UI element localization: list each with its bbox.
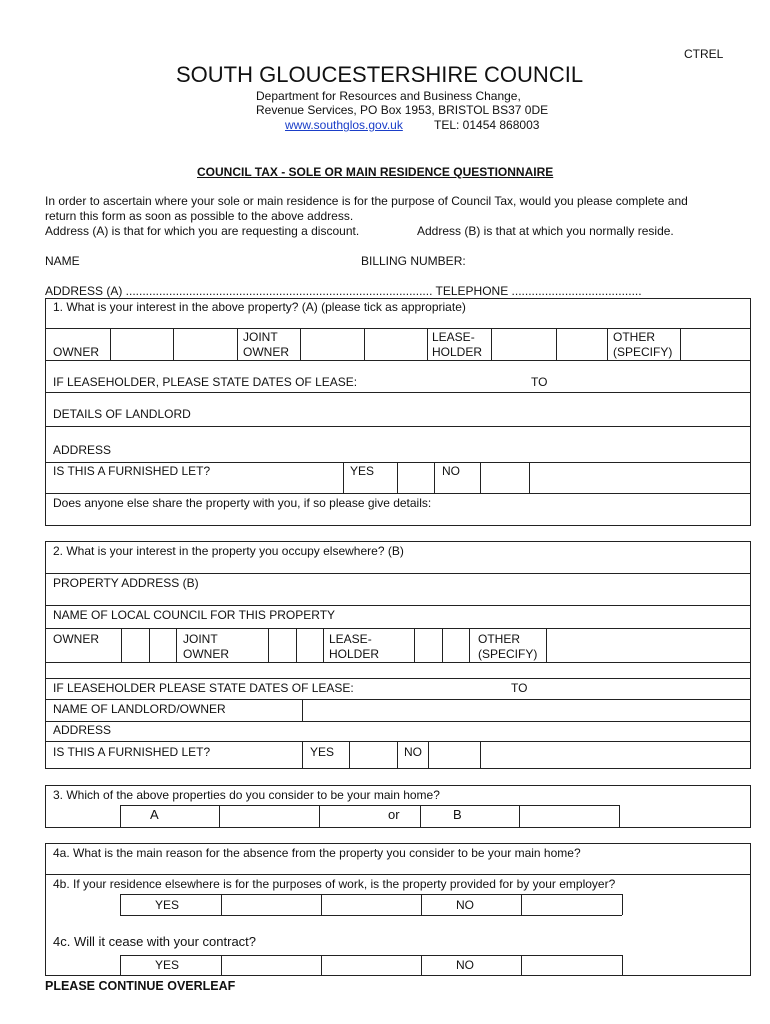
q2-joint-label: JOINT — [183, 632, 218, 646]
q4c-yes-label: YES — [155, 958, 180, 972]
q2-yes-label: YES — [310, 745, 335, 759]
website-link[interactable]: www.southglos.gov.uk — [285, 118, 403, 132]
q1-lease-dates[interactable]: IF LEASEHOLDER, PLEASE STATE DATES OF LEASE: — [53, 375, 358, 389]
q2-yes-tick-box[interactable] — [350, 742, 397, 769]
q2-lease-label: LEASE- — [329, 632, 372, 646]
q1-other-tick-box[interactable] — [681, 329, 751, 360]
q1-holder-label: HOLDER — [432, 345, 483, 359]
q1-landlord-details[interactable]: DETAILS OF LANDLORD — [53, 407, 191, 421]
address-a-note: Address (A) is that for which you are requesting a discount. — [45, 224, 360, 238]
q4c-question: 4c. Will it cease with your contract? — [53, 934, 257, 949]
q3-a-tick-box[interactable] — [220, 806, 319, 828]
q4c-yes-tick-box[interactable] — [222, 956, 321, 976]
q1-yes-label: YES — [350, 464, 375, 478]
q1-lease-label: LEASE- — [432, 330, 475, 344]
q2-no-tick-box[interactable] — [429, 742, 480, 769]
q3-question: 3. Which of the above properties do you consider to be your main home? — [53, 788, 440, 802]
department: Department for Resources and Business Change, — [256, 89, 521, 103]
q2-no-label: NO — [404, 745, 422, 759]
q2-leaseholder-tick-box[interactable] — [415, 629, 469, 662]
q2-landlord-name: NAME OF LANDLORD/OWNER — [53, 702, 226, 716]
q2-landlord-address[interactable]: ADDRESS — [53, 723, 112, 737]
q4a-question[interactable]: 4a. What is the main reason for the absence from the property you consider to be your main home? — [53, 846, 581, 860]
q3-option-a: A — [150, 807, 159, 822]
q1-no-label: NO — [442, 464, 460, 478]
q1-owner-tick-box[interactable] — [111, 329, 173, 360]
intro-line-2: return this form as soon as possible to the above address. — [45, 209, 354, 223]
q4b-no-label: NO — [456, 898, 474, 912]
q2-furnished-let: IS THIS A FURNISHED LET? — [53, 745, 211, 759]
q1-lease-to: TO — [531, 375, 548, 389]
q2-other-label: OTHER — [478, 632, 520, 646]
section-4 — [45, 843, 751, 976]
billing-number-field[interactable]: BILLING NUMBER: — [361, 254, 466, 268]
q4c-no-tick-box[interactable] — [522, 956, 622, 976]
q1-share-details[interactable]: Does anyone else share the property with you, if so please give details: — [53, 496, 432, 510]
q2-joint-owner-tick-box[interactable] — [269, 629, 323, 662]
address-b-note: Address (B) is that at which you normally reside. — [417, 224, 674, 238]
telephone: TEL: 01454 868003 — [434, 118, 540, 132]
q1-owner-label: OWNER — [53, 345, 99, 359]
q1-joint-owner-tick-box[interactable] — [301, 329, 364, 360]
q2-landlord-name-field[interactable] — [303, 700, 751, 721]
form-title: COUNCIL TAX - SOLE OR MAIN RESIDENCE QUESTIONNAIRE — [197, 165, 554, 179]
q4c-no-label: NO — [456, 958, 474, 972]
intro-line-1: In order to ascertain where your sole or main residence is for the purpose of Council Tax, would you please complete and — [45, 194, 688, 208]
q2-lease-dates[interactable]: IF LEASEHOLDER PLEASE STATE DATES OF LEASE: — [53, 681, 354, 695]
q1-joint-label: JOINT — [243, 330, 278, 344]
q1-no-tick-box[interactable] — [481, 463, 529, 493]
q1-joint-owner-label: OWNER — [243, 345, 289, 359]
address-a-field[interactable]: ADDRESS (A) ............................................................................................ TELEPHONE ....................................... — [45, 284, 642, 298]
name-field[interactable]: NAME — [45, 254, 80, 268]
q4b-no-tick-box[interactable] — [522, 895, 622, 915]
q2-local-council[interactable]: NAME OF LOCAL COUNCIL FOR THIS PROPERTY — [53, 608, 336, 622]
q2-specify-label: (SPECIFY) — [478, 647, 538, 661]
q2-joint-owner-label: OWNER — [183, 647, 229, 661]
q3-b-tick-box[interactable] — [520, 806, 619, 828]
q2-owner-tick-box[interactable] — [122, 629, 176, 662]
q1-landlord-address[interactable]: ADDRESS — [53, 443, 112, 457]
q1-other-label: OTHER — [613, 330, 655, 344]
q4b-question: 4b. If your residence elsewhere is for the purposes of work, is the property provided for by your employer? — [53, 877, 616, 891]
q2-question: 2. What is your interest in the property you occupy elsewhere? (B) — [53, 544, 404, 558]
q1-question: 1. What is your interest in the above property? (A) (please tick as appropriate) — [53, 300, 466, 314]
continue-overleaf: PLEASE CONTINUE OVERLEAF — [45, 979, 236, 993]
q3-option-b: B — [453, 807, 462, 822]
q3-or: or — [388, 807, 400, 822]
q2-owner-label: OWNER — [53, 632, 99, 646]
council-name: SOUTH GLOUCESTERSHIRE COUNCIL — [176, 62, 584, 87]
q1-specify-label: (SPECIFY) — [613, 345, 673, 359]
q2-holder-label: HOLDER — [329, 647, 380, 661]
q2-lease-to: TO — [511, 681, 528, 695]
q4b-yes-tick-box[interactable] — [222, 895, 321, 915]
q1-yes-tick-box[interactable] — [398, 463, 434, 493]
form-reference: CTREL — [684, 47, 724, 61]
council-address: Revenue Services, PO Box 1953, BRISTOL BS37 0DE — [256, 103, 549, 117]
q4b-yes-label: YES — [155, 898, 180, 912]
q2-other-specify-field[interactable] — [547, 629, 751, 662]
q2-property-address[interactable]: PROPERTY ADDRESS (B) — [53, 576, 199, 590]
q1-leaseholder-tick-box[interactable] — [492, 329, 556, 360]
q1-furnished-let: IS THIS A FURNISHED LET? — [53, 464, 211, 478]
